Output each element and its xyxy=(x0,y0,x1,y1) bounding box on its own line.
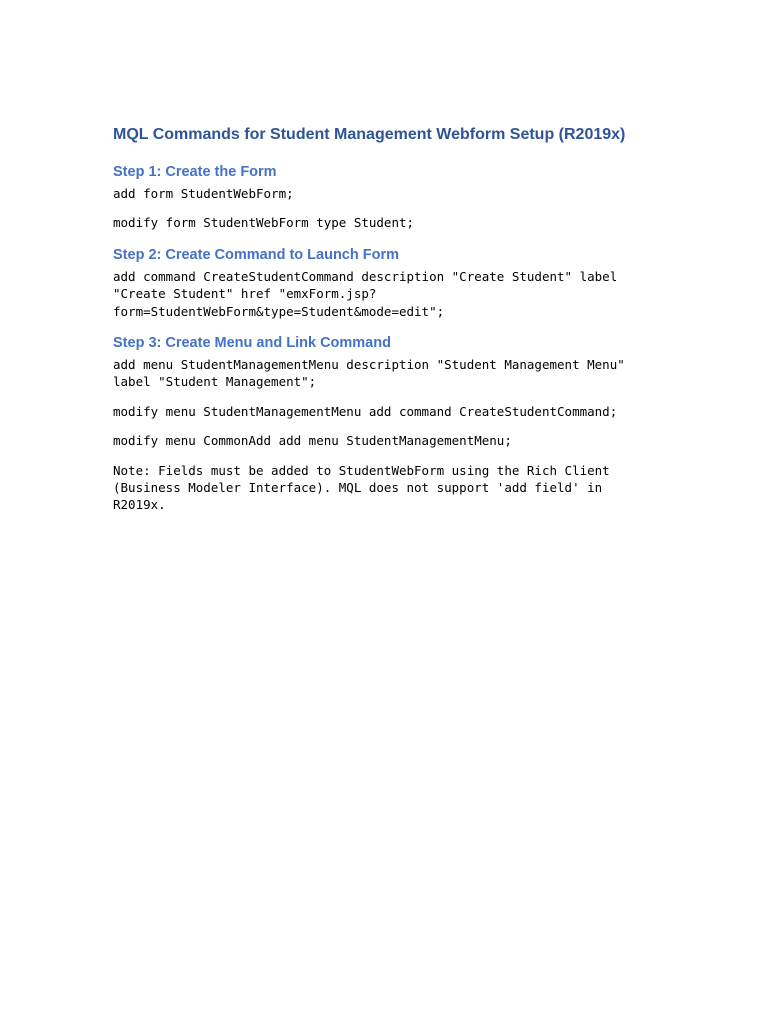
document-body xyxy=(113,124,653,514)
step-3-command-add-menu: add menu StudentManagementMenu description "Student Management Menu" label "Student Management"; xyxy=(113,357,633,390)
step-1-heading: Step 1: Create the Form xyxy=(113,164,277,180)
document-title: MQL Commands for Student Management Webform Setup (R2019x) xyxy=(113,126,626,143)
step-3-heading: Step 3: Create Menu and Link Command xyxy=(113,335,391,352)
note-text: Note: Fields must be added to StudentWebForm using the Rich Client (Business Modeler Interface). MQL does not support 'add field' in R2019x. xyxy=(113,462,618,513)
step-2-heading: Step 2: Create Command to Launch Form xyxy=(113,246,400,263)
step-3-command-add-to-menu: modify menu StudentManagementMenu add command CreateStudentCommand; xyxy=(113,403,618,419)
step-1-section xyxy=(113,162,653,232)
step-1-command-modify-form: modify form StudentWebForm type Student; xyxy=(113,215,415,231)
step-1-command-add-form: add form StudentWebForm; xyxy=(113,186,294,201)
step-3-command-link-common-add: modify menu CommonAdd add menu StudentManagementMenu; xyxy=(113,433,512,449)
step-2-command-add-command: add command CreateStudentCommand description "Create Student" label "Create Student" href "emxForm.jsp? form=StudentWebForm&type=Student&mode=edit"; xyxy=(113,268,618,319)
step-2-section xyxy=(113,245,653,320)
step-3-section xyxy=(113,333,653,450)
